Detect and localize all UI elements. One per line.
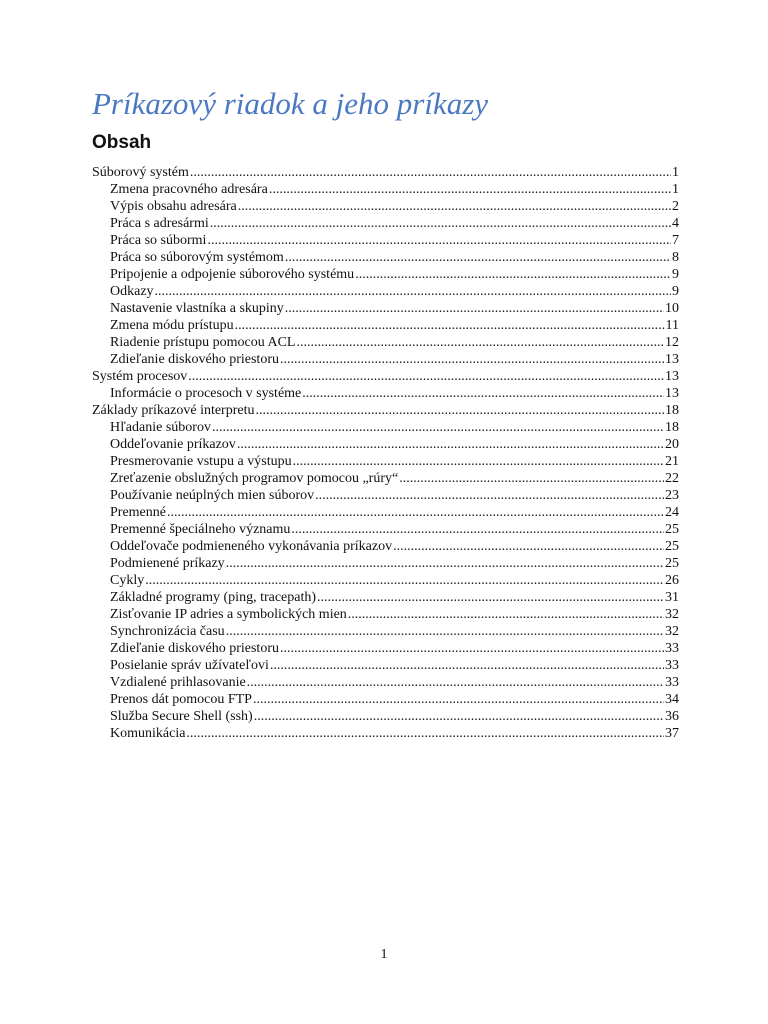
toc-entry-page: 13: [665, 352, 679, 367]
toc-dot-leader: [247, 674, 664, 691]
toc-entry-label: Oddeľovače podmieneného vykonávania príkazov: [110, 539, 393, 554]
toc-dot-leader: [226, 623, 664, 640]
toc-dot-leader: [302, 385, 664, 402]
page-number: 1: [380, 947, 388, 962]
toc-dot-leader: [393, 538, 664, 555]
toc-dot-leader: [186, 725, 664, 742]
toc-dot-leader: [238, 198, 671, 215]
toc-dot-leader: [280, 640, 664, 657]
toc-dot-leader: [296, 334, 664, 351]
toc-dot-leader: [253, 691, 664, 708]
toc-dot-leader: [280, 351, 664, 368]
toc-entry[interactable]: [92, 589, 679, 606]
toc-dot-leader: [293, 453, 664, 470]
toc-entry-page: 12: [665, 335, 679, 350]
document-title: Príkazový riadok a jeho príkazy: [92, 86, 489, 121]
toc-entry-label: Zreťazenie obslužných programov pomocou „rúry“: [110, 471, 399, 486]
toc-entry[interactable]: [92, 436, 679, 453]
toc-entry-label: Zmena pracovného adresára: [110, 182, 268, 197]
toc-entry-label: Odkazy: [110, 284, 154, 299]
toc-entry-label: Komunikácia: [110, 726, 186, 741]
toc-dot-leader: [188, 368, 664, 385]
toc-entry-label: Používanie neúplných mien súborov: [110, 488, 315, 503]
toc-entry[interactable]: [92, 181, 679, 198]
toc-entry-label: Výpis obsahu adresára: [110, 199, 237, 214]
toc-dot-leader: [167, 504, 664, 521]
toc-entry[interactable]: [92, 657, 679, 674]
toc-entry-label: Riadenie prístupu pomocou ACL: [110, 335, 296, 350]
toc-dot-leader: [317, 589, 664, 606]
toc-dot-leader: [348, 606, 664, 623]
table-of-contents: [92, 164, 679, 742]
toc-entry[interactable]: [92, 419, 679, 436]
toc-dot-leader: [255, 402, 664, 419]
toc-entry-page: 33: [665, 675, 679, 690]
toc-entry[interactable]: [92, 368, 679, 385]
toc-entry[interactable]: [92, 725, 679, 742]
toc-entry[interactable]: [92, 487, 679, 504]
toc-entry[interactable]: [92, 555, 679, 572]
toc-entry-page: 31: [665, 590, 679, 605]
toc-entry-page: 23: [665, 488, 679, 503]
toc-entry-label: Vzdialené prihlasovanie: [110, 675, 246, 690]
toc-dot-leader: [270, 657, 664, 674]
toc-entry-label: Práca so súborovým systémom: [110, 250, 284, 265]
toc-entry[interactable]: [92, 351, 679, 368]
toc-entry-page: 9: [672, 267, 679, 282]
toc-entry-page: 25: [665, 539, 679, 554]
toc-entry-label: Podmienené príkazy: [110, 556, 225, 571]
toc-entry-page: 18: [665, 403, 679, 418]
toc-entry-label: Presmerovanie vstupu a výstupu: [110, 454, 292, 469]
toc-entry-label: Práca so súbormi: [110, 233, 207, 248]
toc-entry[interactable]: [92, 708, 679, 725]
toc-entry-page: 1: [672, 165, 679, 180]
toc-dot-leader: [399, 470, 664, 487]
toc-entry-page: 36: [665, 709, 679, 724]
toc-dot-leader: [235, 317, 665, 334]
toc-entry[interactable]: [92, 385, 679, 402]
toc-dot-leader: [254, 708, 664, 725]
toc-entry-label: Pripojenie a odpojenie súborového systému: [110, 267, 355, 282]
toc-entry[interactable]: [92, 198, 679, 215]
toc-entry[interactable]: [92, 300, 679, 317]
toc-entry-label: Hľadanie súborov: [110, 420, 211, 435]
toc-entry-page: 2: [672, 199, 679, 214]
toc-entry[interactable]: [92, 453, 679, 470]
toc-entry-page: 4: [672, 216, 679, 231]
toc-dot-leader: [212, 419, 664, 436]
toc-entry-label: Súborový systém: [92, 165, 189, 180]
toc-entry[interactable]: [92, 623, 679, 640]
toc-heading: Obsah: [92, 132, 152, 153]
toc-entry-page: 13: [665, 369, 679, 384]
toc-entry-page: 11: [665, 318, 679, 333]
toc-dot-leader: [190, 164, 671, 181]
toc-entry-page: 25: [665, 556, 679, 571]
toc-entry-page: 33: [665, 641, 679, 656]
toc-entry[interactable]: [92, 249, 679, 266]
toc-entry-label: Základy príkazové interpretu: [92, 403, 255, 418]
toc-dot-leader: [269, 181, 671, 198]
toc-entry-page: 25: [665, 522, 679, 537]
toc-entry-label: Informácie o procesoch v systéme: [110, 386, 302, 401]
toc-entry[interactable]: [92, 283, 679, 300]
toc-entry[interactable]: [92, 232, 679, 249]
toc-entry[interactable]: [92, 504, 679, 521]
toc-entry-label: Zdieľanie diskového priestoru: [110, 352, 279, 367]
toc-entry-page: 1: [672, 182, 679, 197]
toc-entry-page: 22: [665, 471, 679, 486]
toc-entry[interactable]: [92, 640, 679, 657]
toc-dot-leader: [291, 521, 664, 538]
toc-entry-label: Premenné špeciálneho významu: [110, 522, 291, 537]
toc-entry-label: Premenné: [110, 505, 166, 520]
toc-entry[interactable]: [92, 317, 679, 334]
toc-entry-page: 21: [665, 454, 679, 469]
toc-dot-leader: [285, 300, 664, 317]
toc-entry[interactable]: [92, 521, 679, 538]
toc-entry-page: 8: [672, 250, 679, 265]
toc-entry[interactable]: [92, 266, 679, 283]
toc-entry[interactable]: [92, 402, 679, 419]
toc-entry-page: 20: [665, 437, 679, 452]
toc-entry-page: 26: [665, 573, 679, 588]
toc-entry[interactable]: [92, 572, 679, 589]
toc-entry-page: 18: [665, 420, 679, 435]
toc-entry-label: Práca s adresármi: [110, 216, 209, 231]
toc-entry-page: 37: [665, 726, 679, 741]
toc-entry[interactable]: [92, 470, 679, 487]
toc-entry[interactable]: [92, 691, 679, 708]
toc-dot-leader: [207, 232, 671, 249]
toc-dot-leader: [355, 266, 671, 283]
toc-dot-leader: [210, 215, 671, 232]
toc-entry-label: Prenos dát pomocou FTP: [110, 692, 252, 707]
toc-entry-page: 32: [665, 607, 679, 622]
toc-entry-page: 32: [665, 624, 679, 639]
toc-entry[interactable]: [92, 606, 679, 623]
toc-entry-page: 24: [665, 505, 679, 520]
toc-dot-leader: [155, 283, 671, 300]
toc-entry-label: Nastavenie vlastníka a skupiny: [110, 301, 284, 316]
toc-entry-label: Synchronizácia času: [110, 624, 225, 639]
toc-entry-label: Cykly: [110, 573, 145, 588]
toc-entry-label: Zmena módu prístupu: [110, 318, 234, 333]
toc-dot-leader: [237, 436, 664, 453]
toc-entry-label: Zisťovanie IP adries a symbolických mien: [110, 607, 347, 622]
toc-entry[interactable]: [92, 215, 679, 232]
toc-entry-page: 10: [665, 301, 679, 316]
toc-entry-label: Zdieľanie diskového priestoru: [110, 641, 279, 656]
toc-entry[interactable]: [92, 538, 679, 555]
toc-dot-leader: [285, 249, 671, 266]
toc-entry-label: Služba Secure Shell (ssh): [110, 709, 253, 724]
toc-dot-leader: [145, 572, 664, 589]
toc-entry-page: 13: [665, 386, 679, 401]
toc-entry-label: Základné programy (ping, tracepath): [110, 590, 317, 605]
toc-entry-label: Systém procesov: [92, 369, 188, 384]
toc-entry-label: Oddeľovanie príkazov: [110, 437, 236, 452]
toc-entry-page: 33: [665, 658, 679, 673]
toc-entry[interactable]: [92, 674, 679, 691]
toc-entry-page: 7: [672, 233, 679, 248]
toc-dot-leader: [226, 555, 664, 572]
toc-entry[interactable]: [92, 164, 679, 181]
toc-dot-leader: [315, 487, 664, 504]
toc-entry-page: 9: [672, 284, 679, 299]
toc-entry-page: 34: [665, 692, 679, 707]
toc-entry[interactable]: [92, 334, 679, 351]
toc-entry-label: Posielanie správ užívateľovi: [110, 658, 269, 673]
